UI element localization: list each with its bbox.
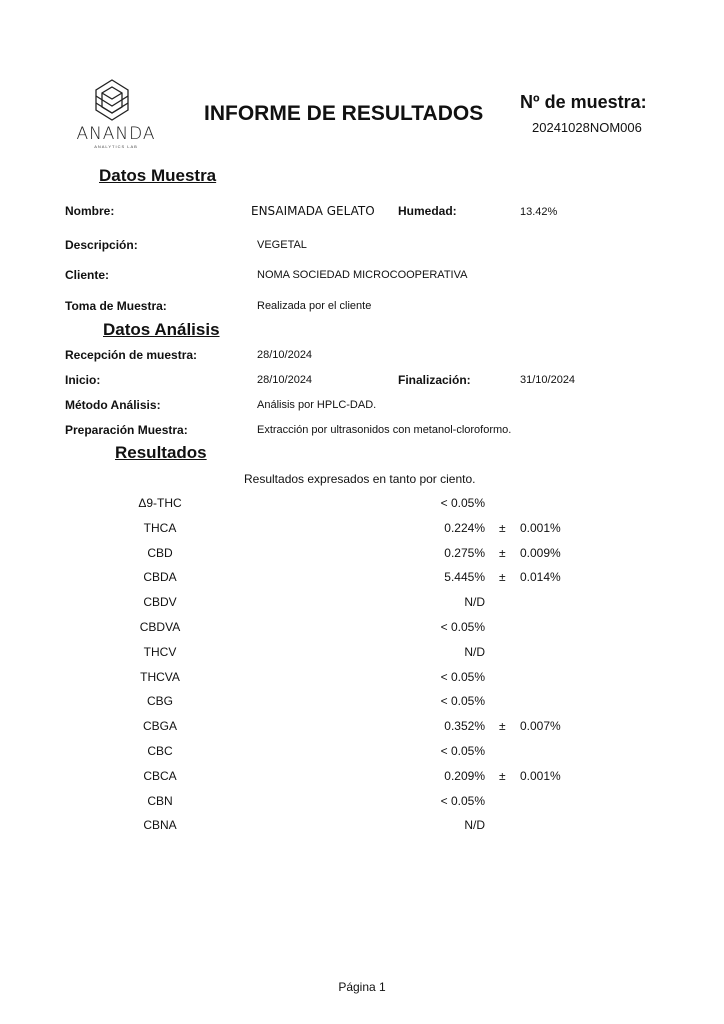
plus-minus-sign: ± [499,521,506,535]
datos-analisis-heading: Datos Análisis [103,320,220,339]
sample-number-value: 20241028NOM006 [532,120,642,135]
cliente-label: Cliente: [65,268,110,282]
descripcion-label: Descripción: [65,238,138,252]
metodo-value: Análisis por HPLC-DAD. [257,399,377,411]
cannabinoid-name: CBCA [143,769,177,783]
cannabinoid-name: CBDV [143,595,177,609]
nombre-label: Nombre: [65,204,115,218]
logo-text: ANANDA [76,124,156,144]
humedad-label: Humedad: [398,204,457,218]
inicio-label: Inicio: [65,373,101,387]
uncertainty-value: 0.001% [520,769,561,783]
cannabinoid-name: CBD [147,546,173,560]
cannabinoid-name: CBNA [143,818,177,832]
logo-subtext: ANALYTICS LAB [94,144,138,149]
uncertainty-value: 0.009% [520,546,561,560]
cannabinoid-value: 0.209% [444,769,485,783]
plus-minus-sign: ± [499,546,506,560]
cannabinoid-value: N/D [464,818,485,832]
cannabinoid-name: CBDVA [139,620,181,634]
cliente-value: NOMA SOCIEDAD MICROCOOPERATIVA [257,269,468,281]
cannabinoid-name: THCA [143,521,177,535]
cannabinoid-value: < 0.05% [440,794,485,808]
cannabinoid-value: 0.352% [444,719,485,733]
metodo-label: Método Análisis: [65,398,161,412]
cannabinoid-value: < 0.05% [440,744,485,758]
company-logo [74,78,158,154]
logo-emblem-icon [74,78,158,124]
page-number: Página 1 [338,980,386,994]
plus-minus-sign: ± [499,769,506,783]
sample-number-label: Nº de muestra: [520,92,647,112]
preparacion-label: Preparación Muestra: [65,423,188,437]
cannabinoid-name: Δ9-THC [138,496,182,510]
resultados-heading: Resultados [115,443,207,462]
uncertainty-value: 0.001% [520,521,561,535]
cannabinoid-name: THCVA [140,670,180,684]
toma-muestra-value: Realizada por el cliente [257,300,372,312]
cannabinoid-value: 5.445% [444,570,485,584]
uncertainty-value: 0.007% [520,719,561,733]
recepcion-value: 28/10/2024 [257,349,313,361]
cannabinoid-name: CBG [146,694,173,708]
cannabinoid-value: < 0.05% [440,670,485,684]
uncertainty-value: 0.014% [520,570,561,584]
resultados-note: Resultados expresados en tanto por ciento. [244,472,476,486]
cannabinoid-name: CBN [147,794,173,808]
cannabinoid-value: < 0.05% [440,620,485,634]
cannabinoid-value: N/D [464,645,485,659]
datos-muestra-heading: Datos Muestra [99,166,217,185]
cannabinoid-name: CBDA [143,570,177,584]
descripcion-value: VEGETAL [257,239,307,251]
nombre-value: ENSAIMADA GELATO [251,204,375,218]
cannabinoid-name: CBGA [142,719,177,733]
toma-muestra-label: Toma de Muestra: [65,299,167,313]
cannabinoid-value: N/D [464,595,485,609]
cannabinoid-name: THCV [143,645,177,659]
report-title: INFORME DE RESULTADOS [204,102,484,125]
finalizacion-label: Finalización: [398,373,471,387]
finalizacion-value: 31/10/2024 [520,374,576,386]
inicio-value: 28/10/2024 [257,374,313,386]
plus-minus-sign: ± [499,570,506,584]
cannabinoid-value: 0.275% [444,546,485,560]
recepcion-label: Recepción de muestra: [65,348,198,362]
cannabinoid-value: < 0.05% [440,496,485,510]
humedad-value: 13.42% [520,206,558,218]
plus-minus-sign: ± [499,719,506,733]
cannabinoid-name: CBC [147,744,173,758]
cannabinoid-value: 0.224% [444,521,485,535]
cannabinoid-value: < 0.05% [440,694,485,708]
preparacion-value: Extracción por ultrasonidos con metanol-cloroformo. [257,424,512,436]
